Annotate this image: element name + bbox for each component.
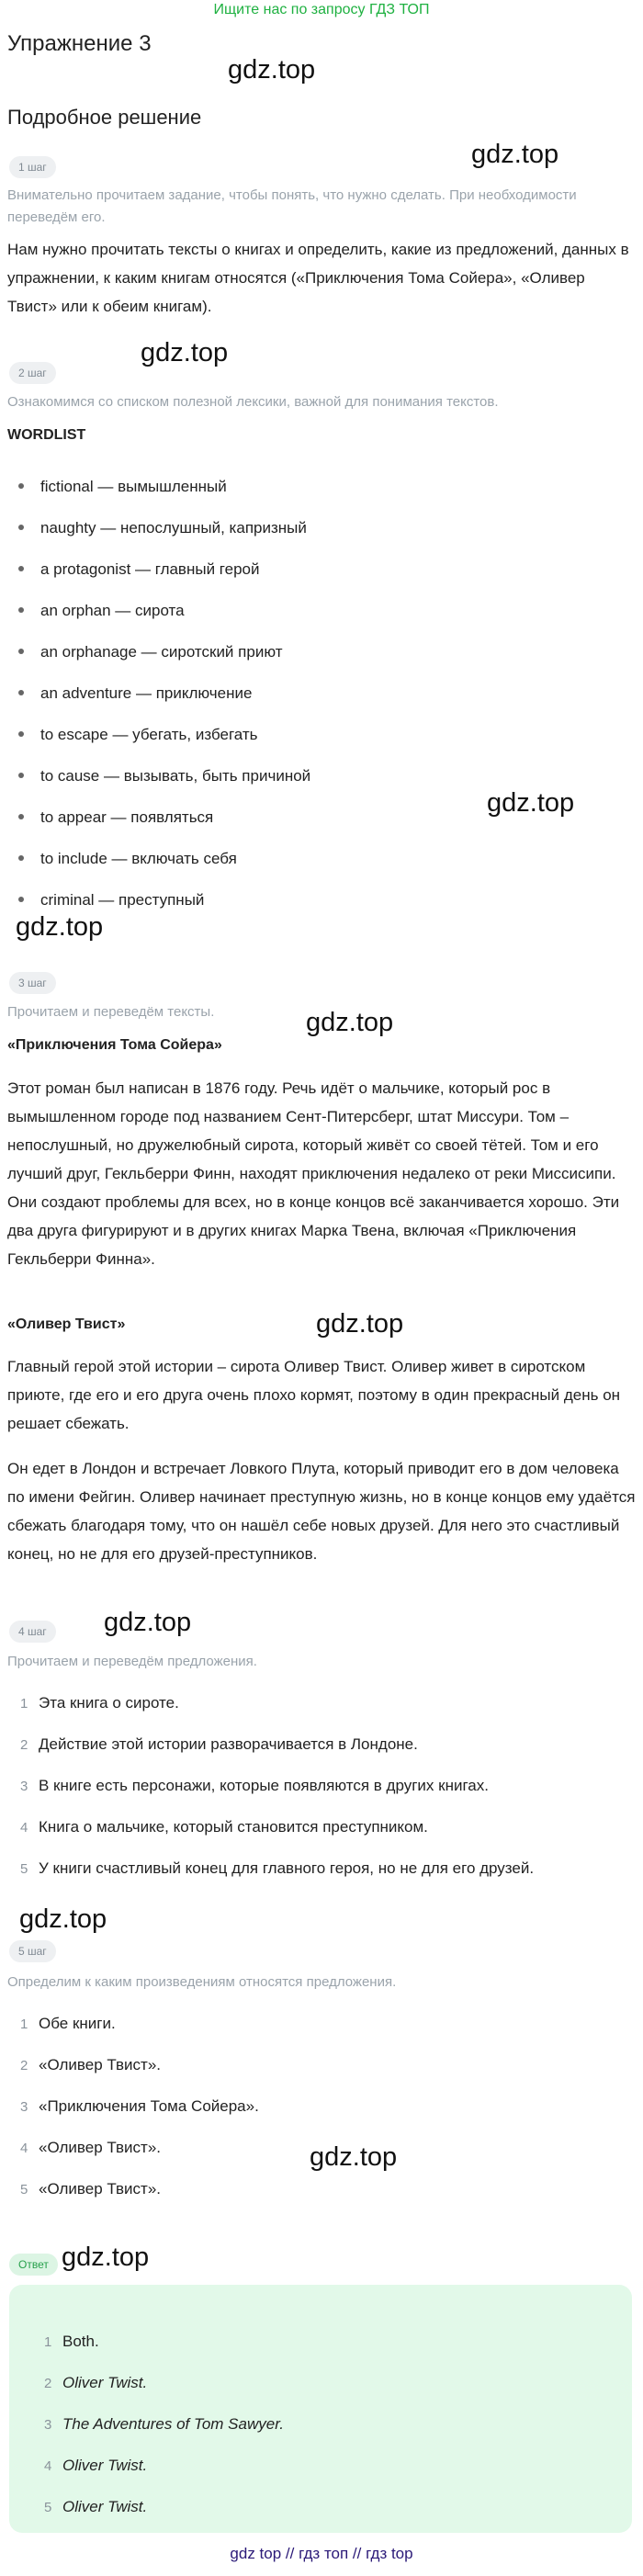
list-item-text: У книги счастливый конец для главного героя, но не для его друзей.: [39, 1859, 535, 1877]
search-banner[interactable]: Ищите нас по запросу ГДЗ ТОП: [213, 2, 430, 17]
answer-item: 1 Both.: [44, 2333, 99, 2350]
bullet-icon: [18, 649, 24, 654]
list-item: 5 «Оливер Твист».: [20, 2180, 162, 2198]
word-text: criminal — преступный: [40, 891, 205, 909]
bullet-icon: [18, 897, 24, 902]
watermark: gdz.top: [62, 2243, 150, 2272]
step-badge: 3 шаг: [9, 972, 56, 994]
list-item: 2 Действие этой истории разворачивается в Лондоне.: [20, 1735, 418, 1753]
word-item: [18, 641, 282, 663]
step-hint: Прочитаем и переведём тексты.: [7, 1004, 215, 1020]
step-text: Нам нужно прочитать тексты о книгах и определить, какие из предложений, данных в упражнении, к каким книгам относятся («Приключения Тома Сойера», «Оливер Твист» или к обеим книгам).: [7, 241, 629, 315]
book-title: «Оливер Твист»: [7, 1316, 126, 1332]
footer-links[interactable]: gdz top // гдз топ // гдз top: [230, 2545, 413, 2562]
word-text: an orphan — сирота: [40, 602, 185, 619]
word-item: [18, 517, 307, 539]
bullet-icon: [18, 731, 24, 737]
list-item: 5 У книги счастливый конец для главного героя, но не для его друзей.: [20, 1859, 535, 1877]
watermark: gdz.top: [104, 1608, 192, 1637]
bullet-icon: [18, 607, 24, 613]
list-item: 4 Книга о мальчике, который становится преступником.: [20, 1818, 428, 1836]
word-item: [18, 889, 204, 911]
answer-item-text: Oliver Twist.: [62, 2498, 148, 2515]
word-item: [18, 807, 213, 829]
word-item: [18, 683, 252, 705]
bullet-icon: [18, 773, 24, 778]
watermark: gdz.top: [16, 912, 104, 942]
word-text: an adventure — приключение: [40, 684, 253, 702]
word-item: [18, 476, 227, 498]
section-title: Подробное решение: [7, 106, 202, 129]
step-hint: Внимательно прочитаем задание, чтобы понять, что нужно сделать. При необходимости переведём его.: [7, 187, 577, 225]
word-text: to appear — появляться: [40, 808, 214, 826]
list-item: 4 «Оливер Твист».: [20, 2139, 162, 2156]
list-item: 3 «Приключения Тома Сойера».: [20, 2097, 259, 2115]
answer-item-text: Oliver Twist.: [62, 2374, 148, 2391]
book-text: Главный герой этой истории – сирота Оливер Твист. Оливер живет в сиротском приюте, где его и его друга очень плохо кормят, поэтому в один прекрасный день он решает сбежать.: [7, 1358, 621, 1432]
word-item: [18, 765, 310, 787]
step-hint: Определим к каким произведениям относятся предложения.: [7, 1974, 397, 1990]
watermark: gdz.top: [306, 1008, 394, 1037]
answer-item: 5 Oliver Twist.: [44, 2498, 148, 2515]
word-text: to include — включать себя: [40, 850, 237, 867]
answer-item-text: The Adventures of Tom Sawyer.: [62, 2415, 284, 2433]
word-item: [18, 724, 258, 746]
word-item: [18, 600, 185, 622]
answer-badge: Ответ: [9, 2254, 58, 2276]
word-text: to escape — убегать, избегать: [40, 726, 258, 743]
word-text: fictional — вымышленный: [40, 478, 227, 495]
list-item-text: Обе книги.: [39, 2015, 116, 2032]
list-item-text: «Приключения Тома Сойера».: [39, 2097, 259, 2115]
list-item: 3 В книге есть персонажи, которые появляются в других книгах.: [20, 1777, 489, 1794]
answer-item-text: Oliver Twist.: [62, 2457, 148, 2474]
list-item-text: Эта книга о сироте.: [39, 1694, 179, 1712]
word-text: an orphanage — сиротский приют: [40, 643, 283, 661]
list-item: 1 Обе книги.: [20, 2015, 116, 2032]
answer-item: 4 Oliver Twist.: [44, 2457, 148, 2474]
bullet-icon: [18, 483, 24, 489]
book-text: Он едет в Лондон и встречает Ловкого Плута, который приводит его в дом человека по имени Фейгин. Оливер начинает преступную жизнь, но в конце концов ему удаётся сбежать благодаря тому, что он нашёл себе новых друзей. Для него это счастливый конец, но не для его друзей-преступников.: [7, 1460, 636, 1563]
step-badge: 4 шаг: [9, 1621, 56, 1643]
watermark: gdz.top: [19, 1904, 107, 1934]
step-badge: 2 шаг: [9, 362, 56, 384]
list-item-text: Действие этой истории разворачивается в Лондоне.: [39, 1735, 418, 1753]
watermark: gdz.top: [141, 338, 229, 367]
watermark: gdz.top: [310, 2142, 398, 2172]
word-item: [18, 559, 259, 581]
watermark: gdz.top: [471, 140, 559, 169]
step-badge: 5 шаг: [9, 1940, 56, 1962]
step-hint: Прочитаем и переведём предложения.: [7, 1654, 257, 1669]
step-badge: 1 шаг: [9, 156, 56, 178]
book-title: «Приключения Тома Сойера»: [7, 1037, 222, 1053]
bullet-icon: [18, 525, 24, 530]
list-item-text: «Оливер Твист».: [39, 2139, 162, 2156]
book-text: Этот роман был написан в 1876 году. Речь идёт о мальчике, который рос в вымышленном городе под названием Сент-Питерсберг, штат Миссури. Том – непослушный, но дружелюбный сирота, который живёт со своей тётей. Том и его лучший друг, Гекльберри Финн, находят приключения недалеко от реки Миссисипи. Они создают проблемы для всех, но в конце концов всё заканчивается хорошо. Эти два друга фигурируют и в других книгах Марка Твена, включая «Приключения Гекльберри Финна».: [7, 1079, 620, 1268]
list-item-text: В книге есть персонажи, которые появляются в других книгах.: [39, 1777, 489, 1794]
wordlist-title: WORDLIST: [7, 427, 86, 443]
page-title: Упражнение 3: [7, 31, 152, 56]
list-item-text: Книга о мальчике, который становится преступником.: [39, 1818, 428, 1836]
watermark: gdz.top: [316, 1309, 404, 1339]
list-item-text: «Оливер Твист».: [39, 2180, 162, 2198]
answer-item: 2 Oliver Twist.: [44, 2374, 148, 2391]
answer-item-text: Both.: [62, 2333, 99, 2350]
list-item-text: «Оливер Твист».: [39, 2056, 162, 2073]
list-item: 2 «Оливер Твист».: [20, 2056, 162, 2073]
list-item: 1 Эта книга о сироте.: [20, 1694, 179, 1712]
watermark: gdz.top: [228, 55, 316, 85]
watermark: gdz.top: [487, 788, 575, 818]
step-hint: Ознакомимся со списком полезной лексики, важной для понимания текстов.: [7, 394, 499, 410]
word-item: [18, 848, 237, 870]
bullet-icon: [18, 814, 24, 819]
word-text: naughty — непослушный, капризный: [40, 519, 307, 537]
answer-item: 3 The Adventures of Tom Sawyer.: [44, 2415, 284, 2433]
bullet-icon: [18, 690, 24, 695]
bullet-icon: [18, 566, 24, 571]
word-text: to cause — вызывать, быть причиной: [40, 767, 311, 785]
bullet-icon: [18, 855, 24, 861]
word-text: a protagonist — главный герой: [40, 560, 260, 578]
